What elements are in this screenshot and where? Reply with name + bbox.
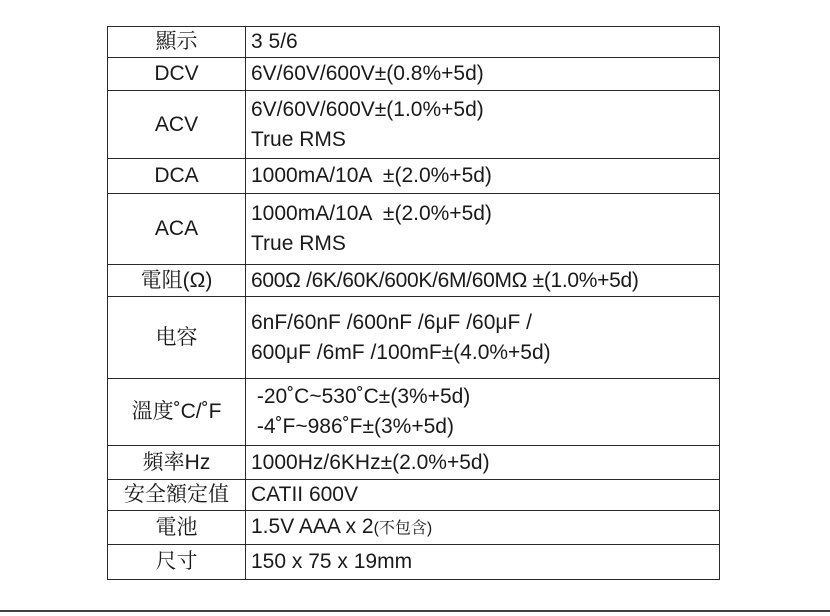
spec-row-battery [108, 511, 720, 545]
battery-spec: 1.5V AAA x 2 [251, 514, 374, 538]
row-label: DCV [108, 58, 246, 91]
value-line: 600Ω /6K/60K/600K/6M/60MΩ ±(1.0%+5d) [251, 268, 639, 292]
row-label: DCA [108, 159, 246, 194]
spec-row-frequency [108, 446, 720, 480]
row-label: 安全額定值 [108, 480, 246, 511]
row-label: 顯示 [108, 27, 246, 58]
spec-row-temperature [108, 379, 720, 446]
row-label: 電池 [108, 511, 246, 545]
row-label: ACA [108, 194, 246, 265]
spec-row-dca [108, 159, 720, 194]
spec-row-capacitance [108, 297, 720, 379]
row-label: 電阻(Ω) [108, 265, 246, 297]
value-line: 6nF/60nF /600nF /6μF /60μF / [251, 310, 532, 334]
row-value [246, 159, 720, 194]
row-value [246, 446, 720, 480]
spec-row-dcv [108, 58, 720, 91]
page-divider [0, 610, 830, 612]
value-line: 600μF /6mF /100mF±(4.0%+5d) [251, 340, 551, 364]
battery-note: (不包含) [373, 519, 433, 537]
spec-row-safety-rating [108, 480, 720, 511]
row-value [246, 480, 720, 511]
row-value [246, 379, 720, 446]
value-line: 3 5/6 [251, 30, 298, 53]
spec-table [107, 26, 720, 580]
row-label: ACV [108, 91, 246, 159]
value-line: 6V/60V/600V±(0.8%+5d) [251, 62, 484, 85]
spec-row-display [108, 27, 720, 58]
value-line [251, 512, 714, 544]
row-value [246, 27, 720, 58]
spec-row-acv [108, 91, 720, 159]
row-value [246, 265, 720, 297]
row-label: 电容 [108, 297, 246, 379]
value-line: 1000mA/10A ±(2.0%+5d) [251, 164, 492, 187]
value-line: 150 x 75 x 19mm [251, 550, 413, 573]
spec-row-dimensions [108, 545, 720, 580]
row-value [246, 194, 720, 265]
row-label: 溫度˚C/˚F [108, 379, 246, 446]
row-value [246, 297, 720, 379]
row-value [246, 91, 720, 159]
row-value [246, 58, 720, 91]
value-line: True RMS [251, 232, 346, 255]
spec-row-aca [108, 194, 720, 265]
value-line: -20˚C~530˚C±(3%+5d) [251, 385, 471, 408]
row-label: 尺寸 [108, 545, 246, 580]
row-label: 頻率Hz [108, 446, 246, 480]
value-line: -4˚F~986˚F±(3%+5d) [251, 415, 454, 438]
value-line: CATII 600V [251, 483, 358, 506]
value-line: 6V/60V/600V±(1.0%+5d) [251, 97, 484, 121]
row-value [246, 511, 720, 545]
value-line: True RMS [251, 127, 346, 151]
value-line: 1000Hz/6KHz±(2.0%+5d) [251, 450, 490, 474]
row-value [246, 545, 720, 580]
spec-row-resistance [108, 265, 720, 297]
value-line: 1000mA/10A ±(2.0%+5d) [251, 202, 492, 225]
